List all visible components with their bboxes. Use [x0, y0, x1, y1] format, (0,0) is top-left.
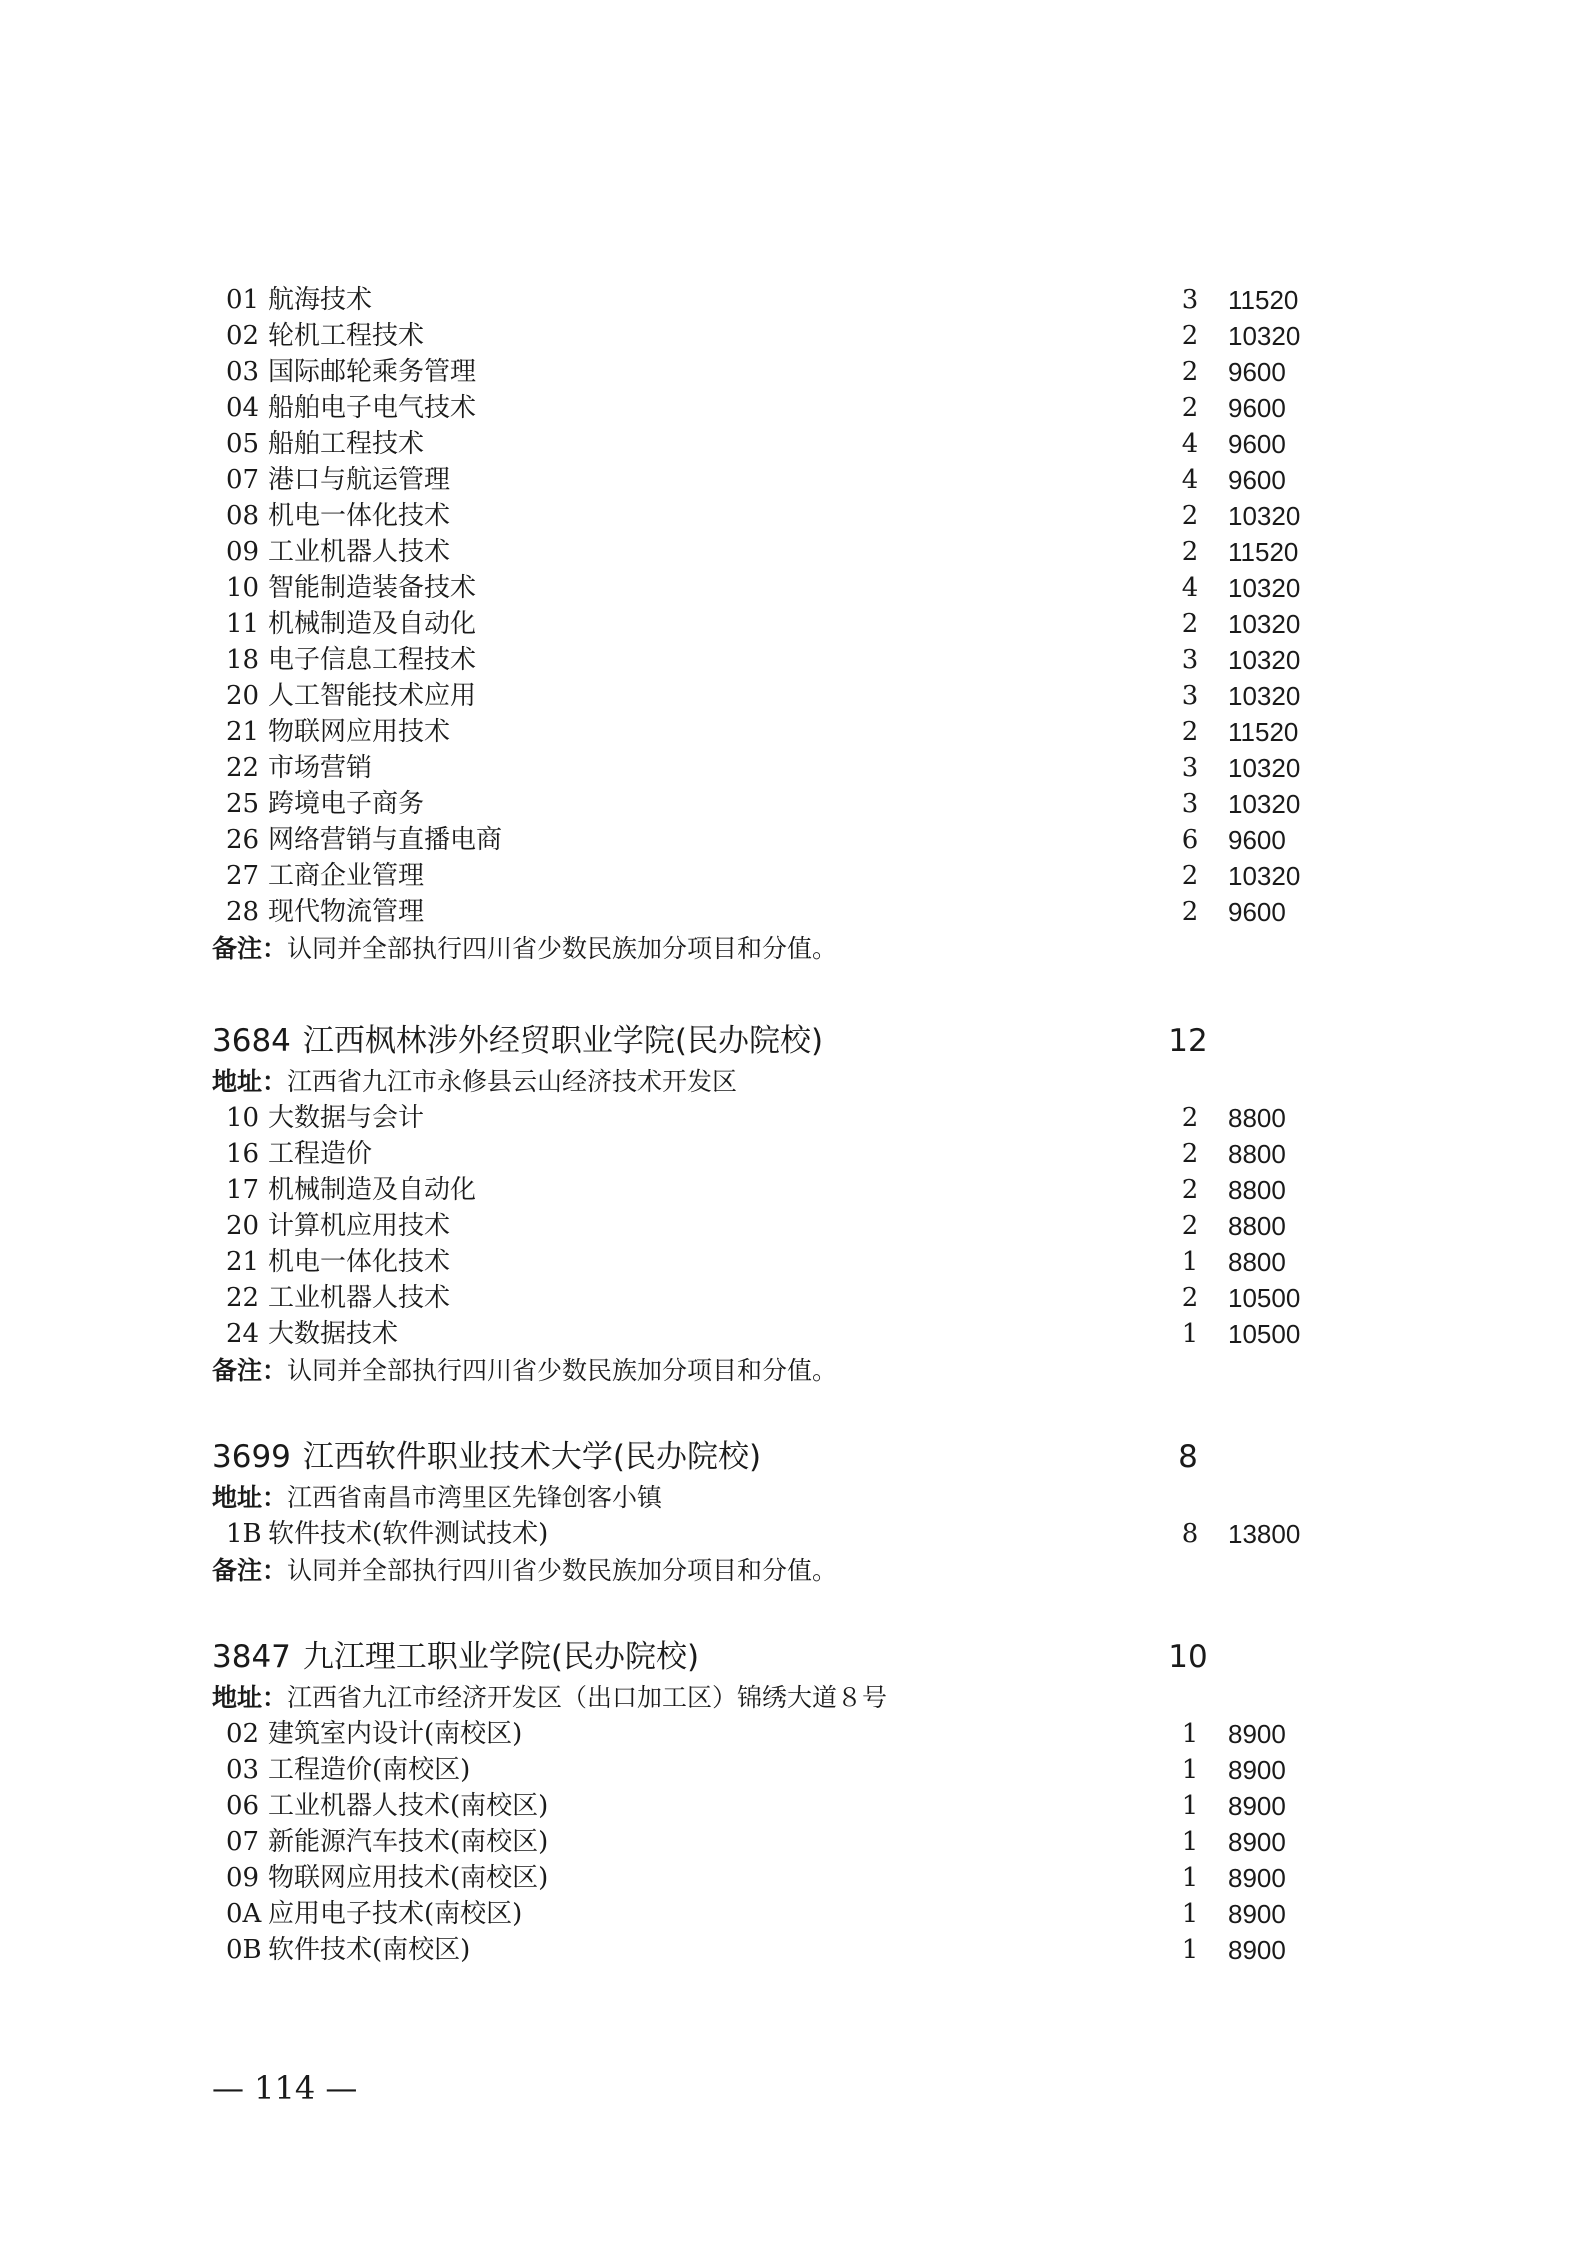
- program-fee: 8900: [1228, 1863, 1286, 1893]
- remark-label: 备注：: [212, 1356, 288, 1385]
- program-count: 1: [1181, 1247, 1199, 1277]
- school-total: 12: [1168, 1023, 1208, 1059]
- program-name: 跨境电子商务: [268, 789, 425, 819]
- program-count: 2: [1181, 1139, 1199, 1169]
- remark-text: 认同并全部执行四川省少数民族加分项目和分值。: [287, 1556, 838, 1585]
- program-fee: 8800: [1228, 1139, 1286, 1169]
- program-name: 船舶工程技术: [268, 429, 425, 459]
- program-code: 10: [226, 1103, 260, 1133]
- program-count: 1: [1181, 1791, 1199, 1821]
- program-code: 0A: [226, 1899, 262, 1929]
- program-count: 2: [1181, 1175, 1199, 1205]
- program-count: 2: [1181, 357, 1199, 387]
- program-name: 工程造价(南校区): [268, 1755, 471, 1785]
- program-fee: 10320: [1228, 321, 1301, 351]
- program-code: 04: [226, 393, 260, 423]
- program-fee: 9600: [1228, 465, 1286, 495]
- program-name: 现代物流管理: [268, 897, 425, 927]
- program-fee: 10320: [1228, 789, 1301, 819]
- program-code: 27: [226, 861, 260, 891]
- school-name: 九江理工职业学院(民办院校): [302, 1639, 700, 1675]
- program-code: 17: [226, 1175, 260, 1205]
- remark-line: [212, 931, 837, 967]
- program-name: 国际邮轮乘务管理: [268, 357, 477, 387]
- program-name: 大数据技术: [268, 1319, 399, 1349]
- program-code: 06: [226, 1791, 260, 1821]
- remark-text: 认同并全部执行四川省少数民族加分项目和分值。: [287, 934, 838, 963]
- school-code: 3847: [212, 1639, 291, 1675]
- program-fee: 10320: [1228, 501, 1301, 531]
- school-total: 8: [1178, 1439, 1198, 1475]
- program-code: 09: [226, 537, 260, 567]
- page-number: — 114 —: [212, 2069, 358, 2107]
- program-fee: 13800: [1228, 1519, 1301, 1549]
- program-code: 25: [226, 789, 260, 819]
- remark-text: 认同并全部执行四川省少数民族加分项目和分值。: [287, 1356, 838, 1385]
- program-code: 11: [226, 609, 260, 639]
- remark-line: [212, 1353, 837, 1389]
- program-count: 3: [1181, 753, 1199, 783]
- program-code: 28: [226, 897, 260, 927]
- program-code: 1B: [226, 1519, 262, 1549]
- program-name: 应用电子技术(南校区): [268, 1899, 523, 1929]
- program-count: 1: [1181, 1935, 1199, 1965]
- program-code: 22: [226, 753, 260, 783]
- program-name: 工业机器人技术(南校区): [268, 1791, 549, 1821]
- program-count: 2: [1181, 1103, 1199, 1133]
- program-code: 26: [226, 825, 260, 855]
- program-name: 网络营销与直播电商: [268, 825, 503, 855]
- program-count: 2: [1181, 321, 1199, 351]
- program-name: 大数据与会计: [268, 1103, 425, 1133]
- program-name: 工业机器人技术: [268, 537, 451, 567]
- program-fee: 8900: [1228, 1755, 1286, 1785]
- program-name: 港口与航运管理: [268, 465, 451, 495]
- program-code: 24: [226, 1319, 260, 1349]
- program-fee: 8900: [1228, 1791, 1286, 1821]
- program-count: 1: [1181, 1863, 1199, 1893]
- program-name: 计算机应用技术: [268, 1211, 451, 1241]
- school-header: [212, 1435, 1198, 1479]
- program-name: 软件技术(南校区): [268, 1935, 471, 1965]
- program-fee: 11520: [1228, 537, 1299, 567]
- program-count: 1: [1181, 1319, 1199, 1349]
- school-total: 10: [1168, 1639, 1208, 1675]
- program-count: 2: [1181, 717, 1199, 747]
- program-name: 机电一体化技术: [268, 501, 451, 531]
- program-fee: 10320: [1228, 645, 1301, 675]
- address-label: 地址：: [212, 1067, 288, 1096]
- program-name: 机电一体化技术: [268, 1247, 451, 1277]
- address-text: 江西省九江市经济开发区（出口加工区）锦绣大道８号: [287, 1683, 888, 1712]
- program-fee: 8900: [1228, 1935, 1286, 1965]
- school-name: 江西枫林涉外经贸职业学院(民办院校): [302, 1023, 824, 1059]
- remark-label: 备注：: [212, 1556, 288, 1585]
- program-count: 2: [1181, 537, 1199, 567]
- school-code: 3699: [212, 1439, 291, 1475]
- school-header: [212, 1635, 1208, 1679]
- school-name: 江西软件职业技术大学(民办院校): [302, 1439, 762, 1475]
- program-fee: 10320: [1228, 573, 1301, 603]
- program-code: 22: [226, 1283, 260, 1313]
- program-count: 2: [1181, 1283, 1199, 1313]
- program-name: 轮机工程技术: [268, 321, 425, 351]
- program-name: 智能制造装备技术: [268, 573, 477, 603]
- address-text: 江西省九江市永修县云山经济技术开发区: [287, 1067, 738, 1096]
- program-name: 船舶电子电气技术: [268, 393, 477, 423]
- program-name: 建筑室内设计(南校区): [268, 1719, 523, 1749]
- program-fee: 8800: [1228, 1103, 1286, 1133]
- program-code: 08: [226, 501, 260, 531]
- program-fee: 10320: [1228, 861, 1301, 891]
- program-code: 20: [226, 681, 260, 711]
- program-count: 3: [1181, 789, 1199, 819]
- remark-label: 备注：: [212, 934, 288, 963]
- program-count: 3: [1181, 681, 1199, 711]
- program-name: 机械制造及自动化: [268, 609, 477, 639]
- program-name: 物联网应用技术: [268, 717, 451, 747]
- address-label: 地址：: [212, 1683, 288, 1712]
- program-count: 1: [1181, 1827, 1199, 1857]
- program-fee: 9600: [1228, 357, 1286, 387]
- program-count: 1: [1181, 1719, 1199, 1749]
- program-fee: 11520: [1228, 717, 1299, 747]
- program-fee: 9600: [1228, 825, 1286, 855]
- program-fee: 11520: [1228, 285, 1299, 315]
- program-name: 工商企业管理: [268, 861, 425, 891]
- program-name: 物联网应用技术(南校区): [268, 1863, 549, 1893]
- program-fee: 10500: [1228, 1319, 1301, 1349]
- program-name: 工程造价: [268, 1139, 373, 1169]
- program-fee: 8800: [1228, 1247, 1286, 1277]
- address-line: [212, 1064, 737, 1100]
- program-fee: 8900: [1228, 1827, 1286, 1857]
- program-code: 21: [226, 1247, 260, 1277]
- program-code: 07: [226, 465, 260, 495]
- program-name: 电子信息工程技术: [268, 645, 477, 675]
- program-code: 03: [226, 357, 260, 387]
- program-count: 3: [1181, 285, 1199, 315]
- program-count: 1: [1181, 1755, 1199, 1785]
- address-line: [212, 1480, 662, 1516]
- program-code: 0B: [226, 1935, 262, 1965]
- program-count: 2: [1181, 897, 1199, 927]
- program-count: 4: [1181, 429, 1199, 459]
- program-code: 20: [226, 1211, 260, 1241]
- program-name: 工业机器人技术: [268, 1283, 451, 1313]
- program-count: 2: [1181, 609, 1199, 639]
- program-code: 09: [226, 1863, 260, 1893]
- program-fee: 9600: [1228, 429, 1286, 459]
- program-code: 02: [226, 1719, 260, 1749]
- school-code: 3684: [212, 1023, 291, 1059]
- program-count: 3: [1181, 645, 1199, 675]
- address-text: 江西省南昌市湾里区先锋创客小镇: [287, 1483, 663, 1512]
- program-name: 新能源汽车技术(南校区): [268, 1827, 549, 1857]
- program-code: 01: [226, 285, 260, 315]
- program-count: 4: [1181, 573, 1199, 603]
- program-code: 02: [226, 321, 260, 351]
- program-fee: 10500: [1228, 1283, 1301, 1313]
- address-label: 地址：: [212, 1483, 288, 1512]
- program-count: 1: [1181, 1899, 1199, 1929]
- program-fee: 8900: [1228, 1899, 1286, 1929]
- program-fee: 8900: [1228, 1719, 1286, 1749]
- program-fee: 10320: [1228, 753, 1301, 783]
- program-name: 机械制造及自动化: [268, 1175, 477, 1205]
- program-name: 人工智能技术应用: [268, 681, 477, 711]
- program-fee: 10320: [1228, 681, 1301, 711]
- program-fee: 9600: [1228, 897, 1286, 927]
- program-fee: 8800: [1228, 1211, 1286, 1241]
- program-fee: 10320: [1228, 609, 1301, 639]
- program-count: 2: [1181, 1211, 1199, 1241]
- program-name: 航海技术: [268, 285, 373, 315]
- program-count: 2: [1181, 501, 1199, 531]
- remark-line: [212, 1553, 837, 1589]
- program-code: 21: [226, 717, 260, 747]
- program-name: 软件技术(软件测试技术): [268, 1519, 549, 1549]
- program-count: 4: [1181, 465, 1199, 495]
- program-code: 18: [226, 645, 260, 675]
- program-code: 05: [226, 429, 260, 459]
- school-header: [212, 1019, 1208, 1063]
- program-fee: 9600: [1228, 393, 1286, 423]
- program-name: 市场营销: [268, 753, 373, 783]
- program-code: 07: [226, 1827, 260, 1857]
- program-code: 16: [226, 1139, 260, 1169]
- program-count: 2: [1181, 861, 1199, 891]
- program-code: 03: [226, 1755, 260, 1785]
- program-count: 6: [1181, 825, 1199, 855]
- program-fee: 8800: [1228, 1175, 1286, 1205]
- address-line: [212, 1680, 887, 1716]
- program-count: 2: [1181, 393, 1199, 423]
- program-count: 8: [1181, 1519, 1199, 1549]
- program-code: 10: [226, 573, 260, 603]
